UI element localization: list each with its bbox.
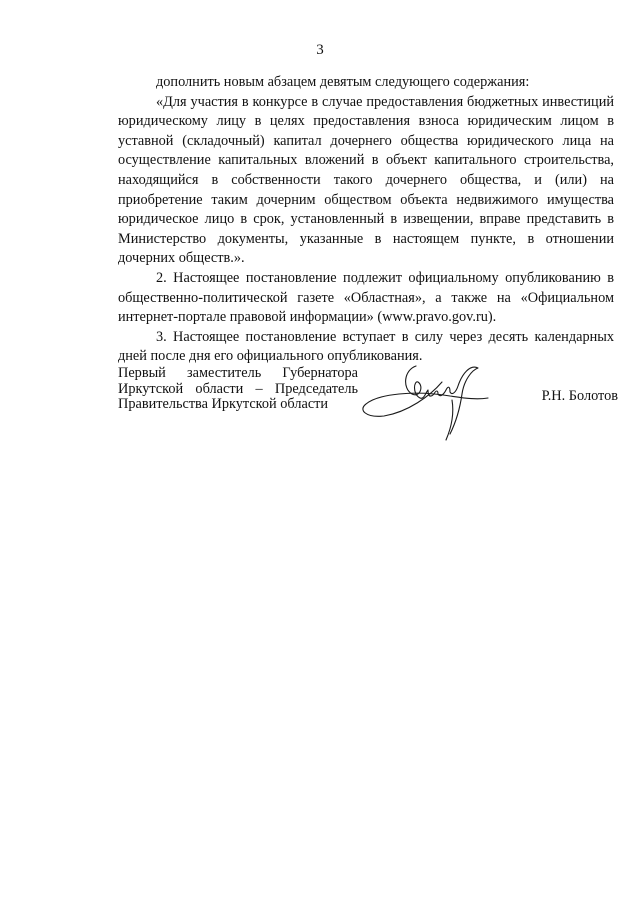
paragraph-quote: «Для участия в конкурсе в случае предоставления бюджетных инвестиций юридическому лицу в целях предоставления взноса юридическим лицом в уставной (складочный) капитал дочернего общества юридического лица на осуществление капитальных вложений в объект капитального строительства, находящийся в собственности такого дочернего общества, и (или) на приобретение таким дочерним обществом объекта недвижимого имущества юридическое лицо в срок, установленный в извещении, вправе представить в Министерство документы, указанные в настоящем пункте, в отношении дочерних обществ.».	[118, 93, 614, 267]
signer-position-line: Первый заместитель Губернатора	[118, 365, 358, 381]
paragraph-3: 3. Настоящее постановление вступает в силу через десять календарных дней после дня его официального опубликования.	[118, 328, 614, 365]
handwritten-signature	[354, 360, 504, 446]
paragraph-2: 2. Настоящее постановление подлежит официальному опубликованию в общественно-политической газете «Областная», а также на «Официальном интернет-портале правовой информации» (www.pravo.gov.ru).	[118, 269, 614, 326]
signer-position	[118, 366, 358, 413]
signature-block	[118, 366, 618, 446]
signer-position-line: Правительства Иркутской области	[118, 396, 329, 412]
signer-position-line: Иркутской области – Председатель	[118, 380, 358, 397]
paragraph-intro: дополнить новым абзацем девятым следующего содержания:	[156, 74, 530, 90]
signer-name: Р.Н. Болотов	[541, 388, 618, 404]
page-number: 3	[316, 42, 324, 58]
document-body	[118, 73, 614, 367]
